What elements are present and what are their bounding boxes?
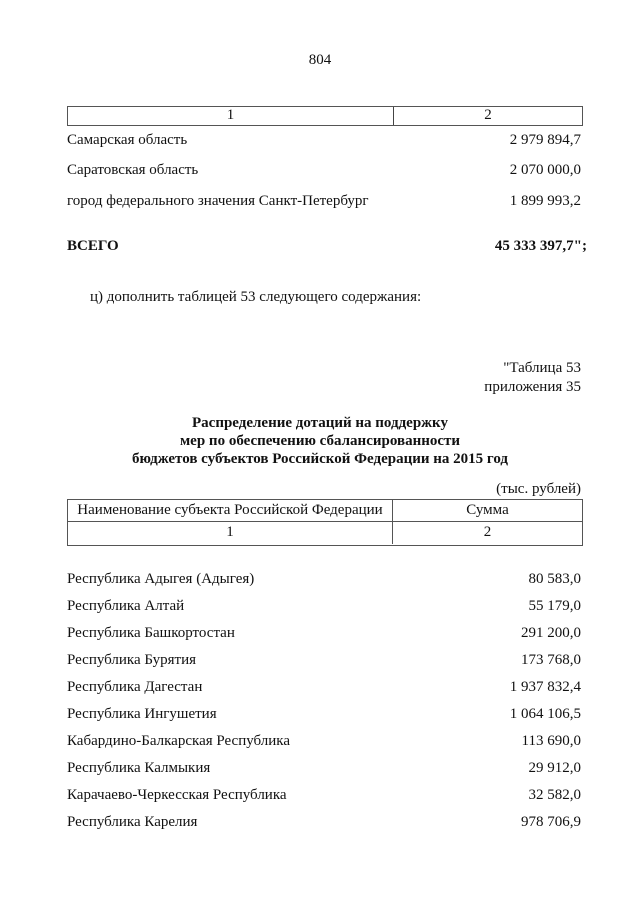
region-amount: 1 937 832,4: [509, 679, 581, 695]
total-row: [67, 237, 587, 255]
region-name: Республика Башкортостан: [67, 625, 235, 641]
region-name: Самарская область: [67, 132, 188, 148]
region-amount: 1 899 993,2: [509, 193, 581, 209]
table-row: [67, 597, 581, 615]
region-name: Республика Карелия: [67, 814, 198, 830]
total-label: ВСЕГО: [67, 238, 119, 254]
region-name: Саратовская область: [67, 162, 199, 178]
column-number-2: 2: [483, 524, 492, 540]
region-name: Республика Калмыкия: [67, 760, 211, 776]
new-table-header: [67, 499, 583, 546]
region-amount: 2 979 894,7: [509, 132, 581, 148]
region-amount: 113 690,0: [521, 733, 581, 749]
table-row: [67, 786, 581, 804]
total-amount: 45 333 397,7";: [494, 238, 587, 254]
header-row: [68, 500, 582, 522]
table-reference: [484, 359, 581, 397]
table-row: [67, 131, 581, 149]
region-name: Республика Адыгея (Адыгея): [67, 571, 255, 587]
table-title-line-3: бюджетов субъектов Российской Федерации на 2015 год: [132, 451, 508, 467]
region-amount: 291 200,0: [521, 625, 581, 641]
page-number: 804: [308, 52, 332, 68]
region-name: Кабардино-Балкарская Республика: [67, 733, 291, 749]
header-amount: Сумма: [466, 502, 509, 518]
table-row: [67, 732, 581, 750]
table-row: [67, 192, 581, 210]
table-row: [67, 570, 581, 588]
table-title-line-2: мер по обеспечению сбалансированности: [179, 433, 461, 449]
table-row: [67, 759, 581, 777]
column-number-1: 1: [68, 107, 394, 125]
region-amount: 2 070 000,0: [509, 162, 581, 178]
table-title: [0, 414, 640, 468]
table-row: [67, 624, 581, 642]
table-row: [67, 161, 581, 179]
region-name: город федерального значения Санкт-Петербург: [67, 193, 369, 209]
table-reference-appendix: приложения 35: [484, 379, 581, 395]
region-amount: 173 768,0: [521, 652, 581, 668]
region-name: Республика Ингушетия: [67, 706, 217, 722]
region-name: Республика Бурятия: [67, 652, 197, 668]
table-title-line-1: Распределение дотаций на поддержку: [192, 415, 448, 431]
continued-table-column-numbers: [67, 106, 583, 126]
units-label: (тыс. рублей): [496, 481, 581, 497]
table-reference-number: "Таблица 53: [503, 360, 581, 376]
region-name: Карачаево-Черкесская Республика: [67, 787, 287, 803]
region-amount: 55 179,0: [528, 598, 581, 614]
column-number-row: [68, 522, 582, 544]
table-row: [67, 813, 581, 831]
region-amount: 978 706,9: [521, 814, 581, 830]
table-row: [67, 678, 581, 696]
header-region-name: Наименование субъекта Российской Федерации: [68, 500, 393, 521]
region-amount: 32 582,0: [528, 787, 581, 803]
instruction-text: ц) дополнить таблицей 53 следующего содержания:: [90, 289, 422, 305]
region-amount: 1 064 106,5: [509, 706, 581, 722]
column-number-2: 2: [484, 107, 492, 123]
region-amount: 29 912,0: [528, 760, 581, 776]
region-name: Республика Дагестан: [67, 679, 203, 695]
column-number-1: 1: [68, 522, 393, 544]
region-amount: 80 583,0: [528, 571, 581, 587]
region-name: Республика Алтай: [67, 598, 185, 614]
table-row: [67, 651, 581, 669]
table-row: [67, 705, 581, 723]
